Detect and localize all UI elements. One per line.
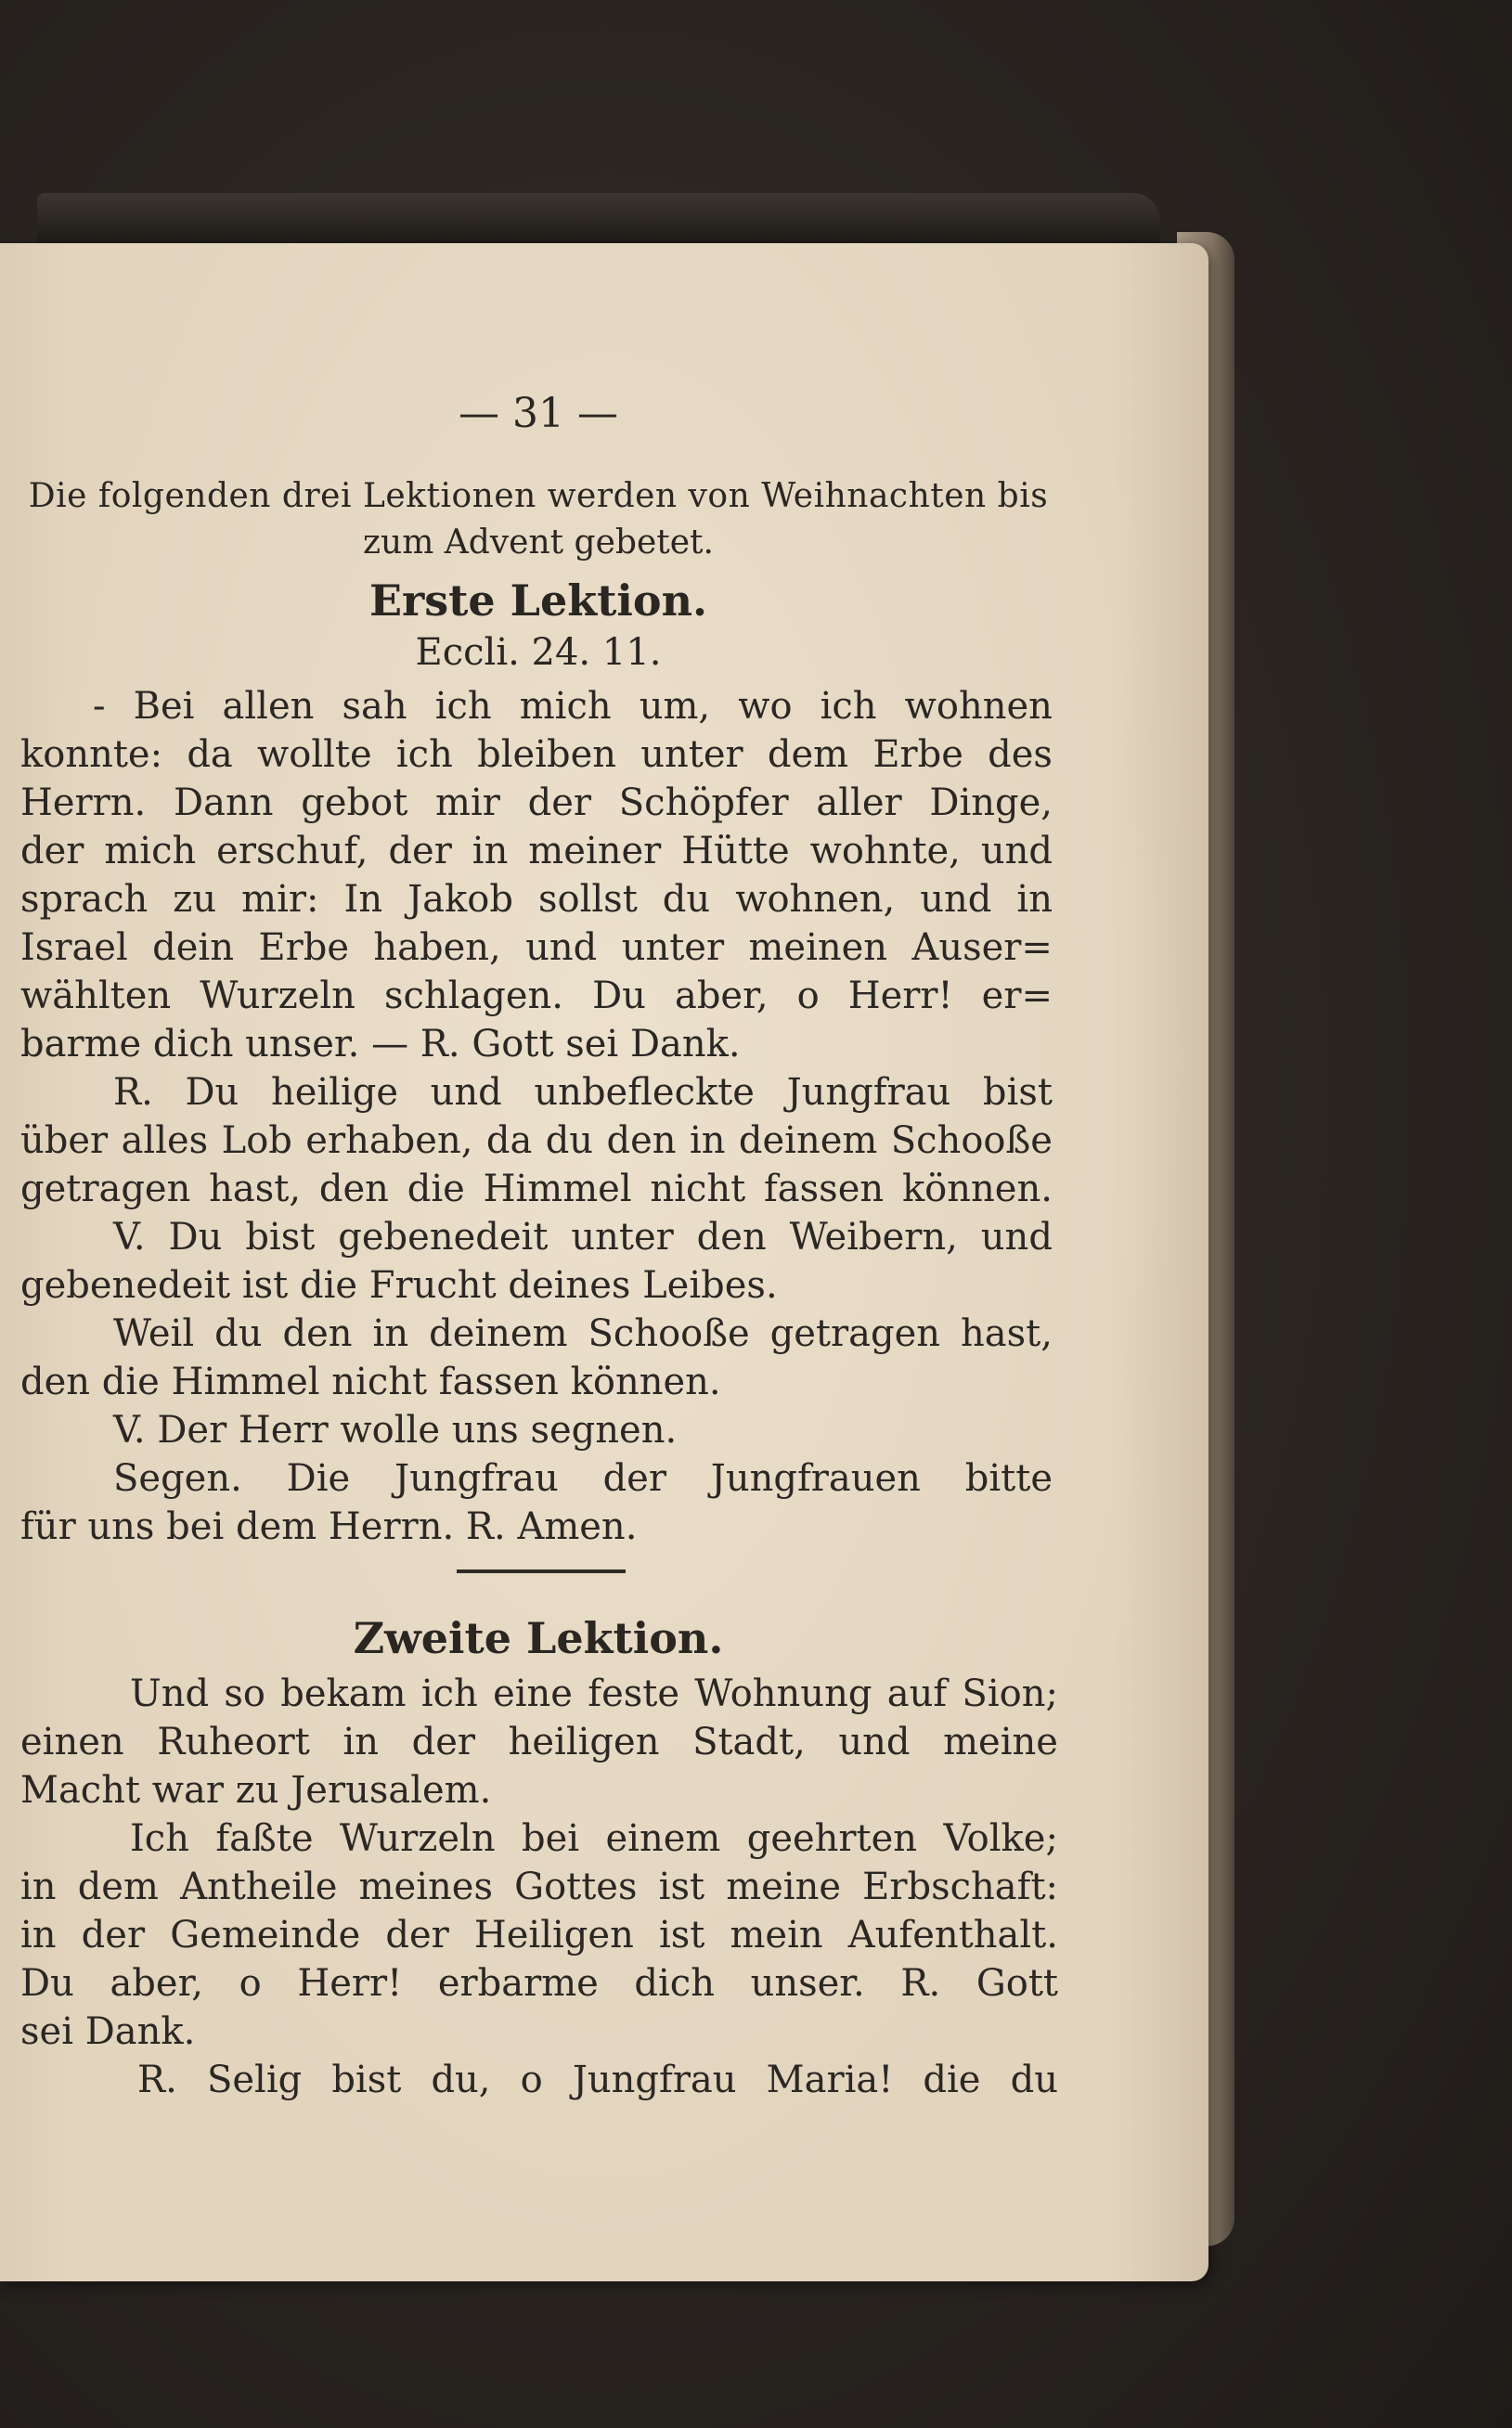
s1-lines-line: - Bei allen sah ich mich um, wo ich wohnen xyxy=(93,685,1053,728)
s2-lines-line: Macht war zu Jerusalem. xyxy=(20,1769,492,1812)
s1-lines-line: Herrn. Dann gebot mir der Schöpfer aller Dinge, xyxy=(20,781,1053,824)
s1-lines-line: barme dich unser. — R. Gott sei Dank. xyxy=(20,1023,741,1065)
s1-lines-line: Segen. Die Jungfrau der Jungfrauen bitte xyxy=(113,1457,1053,1500)
s1-lines-line: für uns bei dem Herrn. R. Amen. xyxy=(20,1505,638,1548)
s1-lines-line: sprach zu mir: In Jakob sollst du wohnen, und in xyxy=(20,878,1053,921)
s2-lines-line: in der Gemeinde der Heiligen ist mein Aufenthalt. xyxy=(20,1914,1058,1957)
s1-lines-line: V. Der Herr wolle uns segnen. xyxy=(113,1409,678,1452)
s1-lines-line: der mich erschuf, der in meiner Hütte wohnte, und xyxy=(20,830,1053,872)
s1-lines-line: den die Himmel nicht fassen können. xyxy=(20,1361,721,1403)
section2-heading: Zweite Lektion. xyxy=(353,1613,724,1663)
s1-lines-line: getragen hast, den die Himmel nicht fassen können. xyxy=(20,1168,1053,1210)
s1-lines-line: über alles Lob erhaben, da du den in deinem Schooße xyxy=(20,1119,1053,1162)
s1-lines-line: wählten Wurzeln schlagen. Du aber, o Herr! er= xyxy=(20,975,1053,1017)
book-page xyxy=(0,243,1208,2281)
s1-lines-line: R. Du heilige und unbefleckte Jungfrau bist xyxy=(113,1071,1053,1114)
s1-lines-line: gebenedeit ist die Frucht deines Leibes. xyxy=(20,1264,778,1307)
s1-lines-line: Israel dein Erbe haben, und unter meinen Auser= xyxy=(20,926,1053,969)
section1-reference: Eccli. 24. 11. xyxy=(415,631,662,674)
s2-lines-line: einen Ruheort in der heiligen Stadt, und meine xyxy=(20,1721,1058,1763)
section-divider xyxy=(457,1569,626,1573)
section1-heading: Erste Lektion. xyxy=(368,575,708,626)
s2-lines-line: in dem Antheile meines Gottes ist meine Erbschaft: xyxy=(20,1866,1058,1908)
page-number: — 31 — xyxy=(459,390,618,437)
s2-lines-line: Und so bekam ich eine feste Wohnung auf Sion; xyxy=(130,1672,1058,1715)
intro-line-1: Die folgenden drei Lektionen werden von Weihnachten bis xyxy=(28,477,1049,515)
s2-lines-line: Ich faßte Wurzeln bei einem geehrten Volke; xyxy=(130,1817,1058,1860)
s2-lines-line: Du aber, o Herr! erbarme dich unser. R. Gott xyxy=(20,1962,1058,2005)
s1-lines-line: konnte: da wollte ich bleiben unter dem Erbe des xyxy=(20,733,1053,776)
s1-lines-line: Weil du den in deinem Schooße getragen hast, xyxy=(113,1312,1053,1355)
book-top-edge xyxy=(37,193,1160,247)
s2-lines-line: sei Dank. xyxy=(20,2010,196,2053)
intro-line-2: zum Advent gebetet. xyxy=(363,523,714,562)
s1-lines-line: V. Du bist gebenedeit unter den Weibern, und xyxy=(113,1216,1053,1259)
s2-lines-line: R. Selig bist du, o Jungfrau Maria! die du xyxy=(137,2059,1058,2101)
